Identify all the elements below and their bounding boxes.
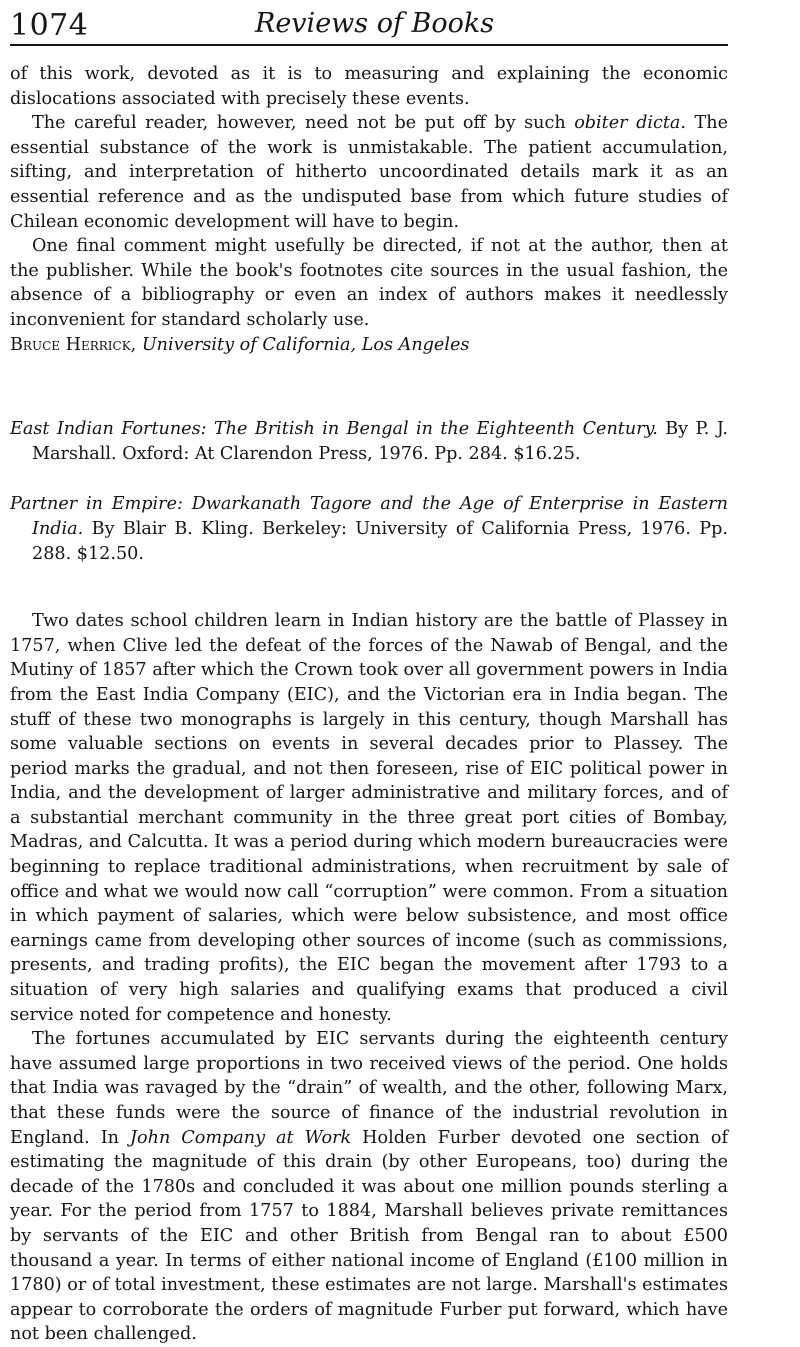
paragraph <box>10 609 728 1027</box>
reviewer-affiliation: University of California, Los Angeles <box>141 334 470 355</box>
paragraph-text: The careful reader, however, need not be put off by such <box>32 113 575 134</box>
page-number: 1074 <box>10 8 89 43</box>
book-citation <box>10 492 728 567</box>
review-body <box>10 609 728 1347</box>
page-header <box>10 0 728 46</box>
running-title: Reviews of Books <box>255 8 495 39</box>
italic-book-title: John Company at Work <box>130 1127 352 1148</box>
paragraph-text: The essential substance of the work is unmistakable. The patient accumulation, sifting, and interpretation of hitherto uncoordinated details mark it as an essential reference and as the undisputed base from which future studies of Chilean economic development will have to begin. <box>10 113 728 232</box>
book-details: By P. J. Marshall. Oxford: At Clarendon Press, 1976. Pp. 284. $16.25. <box>32 419 728 465</box>
book-citation <box>10 417 728 467</box>
journal-page <box>10 0 728 1347</box>
previous-review-ending <box>10 62 728 357</box>
paragraph-text: Two dates school children learn in Indian history are the battle of Plassey in 1757, when Clive led the defeat of the forces of the Nawab of Bengal, and the Mutiny of 1857 after which the Crown took over all government powers in India from the East India Company (EIC), and the Victorian era in India began. The stuff of these two monographs is largely in this century, though Marshall has some valuable sections on events in several decades prior to Plassey. The period marks the gradual, and not then foreseen, rise of EIC political power in India, and the development of larger administrative and military forces, and of a substantial merchant community in the three great port cities of Bombay, Madras, and Calcutta. It was a period during which modern bureaucracies were beginning to replace traditional administrations, when recruitment by sale of office and what we would now call “corruption” were common. From a situation in which payment of salaries, which were below subsistence, and most office earnings came from developing other sources of income (such as commissions, presents, and trading profits), the EIC began the movement after 1793 to a situation of very high salaries and qualifying exams that produced a civil service noted for competence and honesty. <box>10 611 728 1025</box>
header-rule <box>10 44 728 46</box>
book-details: By Blair B. Kling. Berkeley: University of California Press, 1976. Pp. 288. $12.50. <box>32 519 728 565</box>
reviewer-name: Bruce Herrick <box>10 334 131 355</box>
reviewer-signature: Bruce Herrick, University of California, Los Angeles <box>10 334 470 355</box>
paragraph-text: of this work, devoted as it is to measuring and explaining the economic dislocations associated with precisely these events. <box>10 64 728 109</box>
book-title: Partner in Empire: Dwarkanath Tagore and the Age of Enterprise in Eastern India. <box>10 494 728 540</box>
book-title: East Indian Fortunes: The British in Bengal in the Eighteenth Century. <box>10 419 658 440</box>
paragraph-text: One final comment might usefully be directed, if not at the author, then at the publisher. While the book's footnotes cite sources in the usual fashion, the absence of a bibliography or even an index of authors makes it needlessly inconvenient for standard scholarly use. <box>10 236 728 330</box>
paragraph-text: The fortunes accumulated by EIC servants during the eighteenth century have assumed large proportions in two received views of the period. One holds that India was ravaged by the “drain” of wealth, and the other, following Marx, that these funds were the source of finance of the industrial revolution in England. In <box>10 1029 728 1148</box>
paragraph-text: Holden Furber devoted one section of estimating the magnitude of this drain (by other Europeans, too) during the decade of the 1780s and concluded it was about one million pounds sterling a year. For the period from 1757 to 1884, Marshall believes private remittances by servants of the EIC and other British from Bengal ran to about £500 thousand a year. In terms of either national income of England (£100 million in 1780) or of total investment, these estimates are not large. Marshall's estimates appear to corroborate the orders of magnitude Furber put forward, which have not been challenged. <box>10 1127 728 1345</box>
continued-paragraph <box>10 62 728 111</box>
paragraph <box>10 111 728 234</box>
paragraph <box>10 234 728 332</box>
paragraph <box>10 1027 728 1347</box>
italic-phrase: obiter dicta. <box>574 113 686 134</box>
